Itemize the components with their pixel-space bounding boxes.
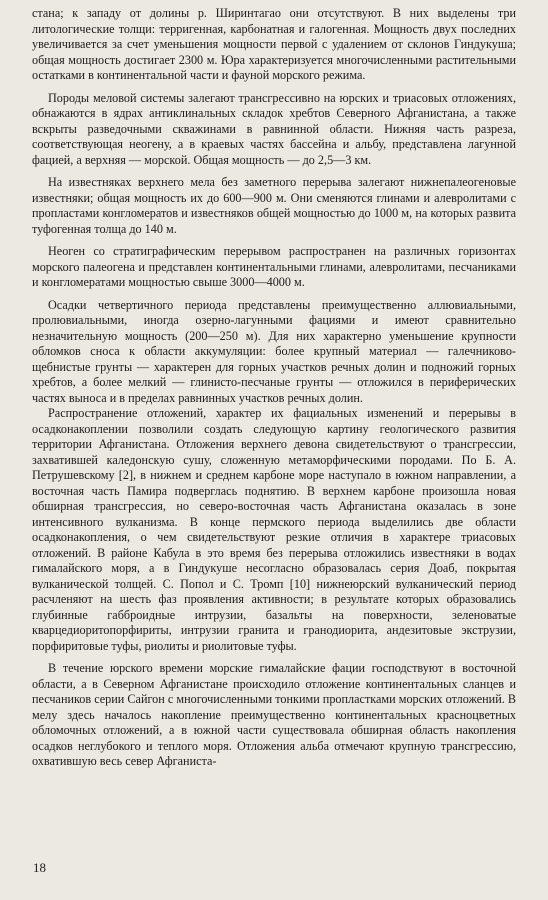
paragraph: Неоген со стратиграфическим перерывом распространен на различных горизонтах морского палеогена и представлен континентальными глинами, алевролитами, песчаниками и конгломератами мощностью свыше 3000—4000 м.	[32, 244, 516, 289]
paragraph: На известняках верхнего мела без заметного перерыва залегают нижнепалеогеновые известняки; общая мощность их до 600—900 м. Они сменяются глинами и алевролитами с пропластами конгломератов и известняков общей мощностью до 1000 м, на которых развита туфогенная толща до 140 м.	[32, 175, 516, 236]
paragraph: Породы меловой системы залегают трансгрессивно на юрских и триасовых отложениях, обнажаются в ядрах антиклинальных складок хребтов Северного Афганистана, а также вскрыты разведочными скважинами в равнинной области. Нижняя часть разреза, соответствующая неогену, а в краевых частях бассейна и альбу, представлена лагунной фацией, а верхняя — морской. Общая мощность — до 2,5—3 км.	[32, 90, 516, 167]
paragraph: Осадки четвертичного периода представлены преимущественно аллювиальными, пролювиальными, иногда озерно-лагунными фациями и имеют сравнительно незначительную мощность (200—250 м). Для них характерно уменьшение крупности обломков сноса к области аккумуляции: более крупный материал — галечниково-щебнистые грунты — характерен для горных участков речных долин и подножий горных хребтов, а более мелкий — глинисто-песчаные грунты — отложился в периферических частях выноса и в пределах равнинных участков речных долин.	[32, 297, 516, 405]
paragraph: Распространение отложений, характер их фациальных изменений и перерывы в осадконакоплении позволили создать следующую картину геологического развития территории Афганистана. Отложения верхнего девона свидетельствуют о трансгрессии, захватившей каледонскую сушу, сложенную метаморфическими породами. По Б. А. Петрушевскому [2], в нижнем и среднем карбоне море наступало в южном направлении, а восточная часть Памира подверглась поднятию. В верхнем карбоне произошла новая обширная трансгрессия, но северо-восточная часть Афганистана оказалась в зоне интенсивного вулканизма. В конце пермского периода выделились две области осадконакопления, о чем свидетельствуют резкие отличия в характере триасовых отложений. В районе Кабула в это время без перерыва отложились известняки в водах гималайского моря, а в Гиндукуше несогласно образовалась серия Доаб, покрытая вулканической толщей. С. Попол и С. Тромп [10] нижнеюрский вулканический период расчленяют на шесть фаз проявления активности; в результате которых образовались глубинные габброидные интрузии, базальты на поверхности, зеленоватые кварцедиоритопорфириты, интрузии гранита и гранодиорита, андезитовые экструзии, порфиритовые туфы, риолиты и риолитовые туфы.	[32, 406, 516, 653]
paragraph: В течение юрского времени морские гималайские фации господствуют в восточной области, а в Северном Афганистане происходило отложение континентальных сланцев и песчаников серии Сайгон с многочисленными тонкими пропластками морских отложений. В мелу здесь началось накопление преимущественно континентальных красноцветных обломочных отложений, а в южной части существовала обширная область накопления осадков неглубокого и теплого моря. Отложения альба отмечают крупную трансгрессию, охватившую весь север Афганиста-	[32, 661, 516, 768]
page-number: 18	[33, 860, 46, 875]
paragraph: стана; к западу от долины р. Ширинтагао они отсутствуют. В них выделены три литологические толщи: терригенная, карбонатная и галогенная. Мощность двух последних увеличивается за счет уменьшения мощности первой с удалением от склонов Гиндукуша; общая мощность достигает 2300 м. Юра характеризуется многочисленными растительными остатками в континентальной части и фауной морского режима.	[32, 6, 516, 82]
body-text	[32, 6, 516, 770]
